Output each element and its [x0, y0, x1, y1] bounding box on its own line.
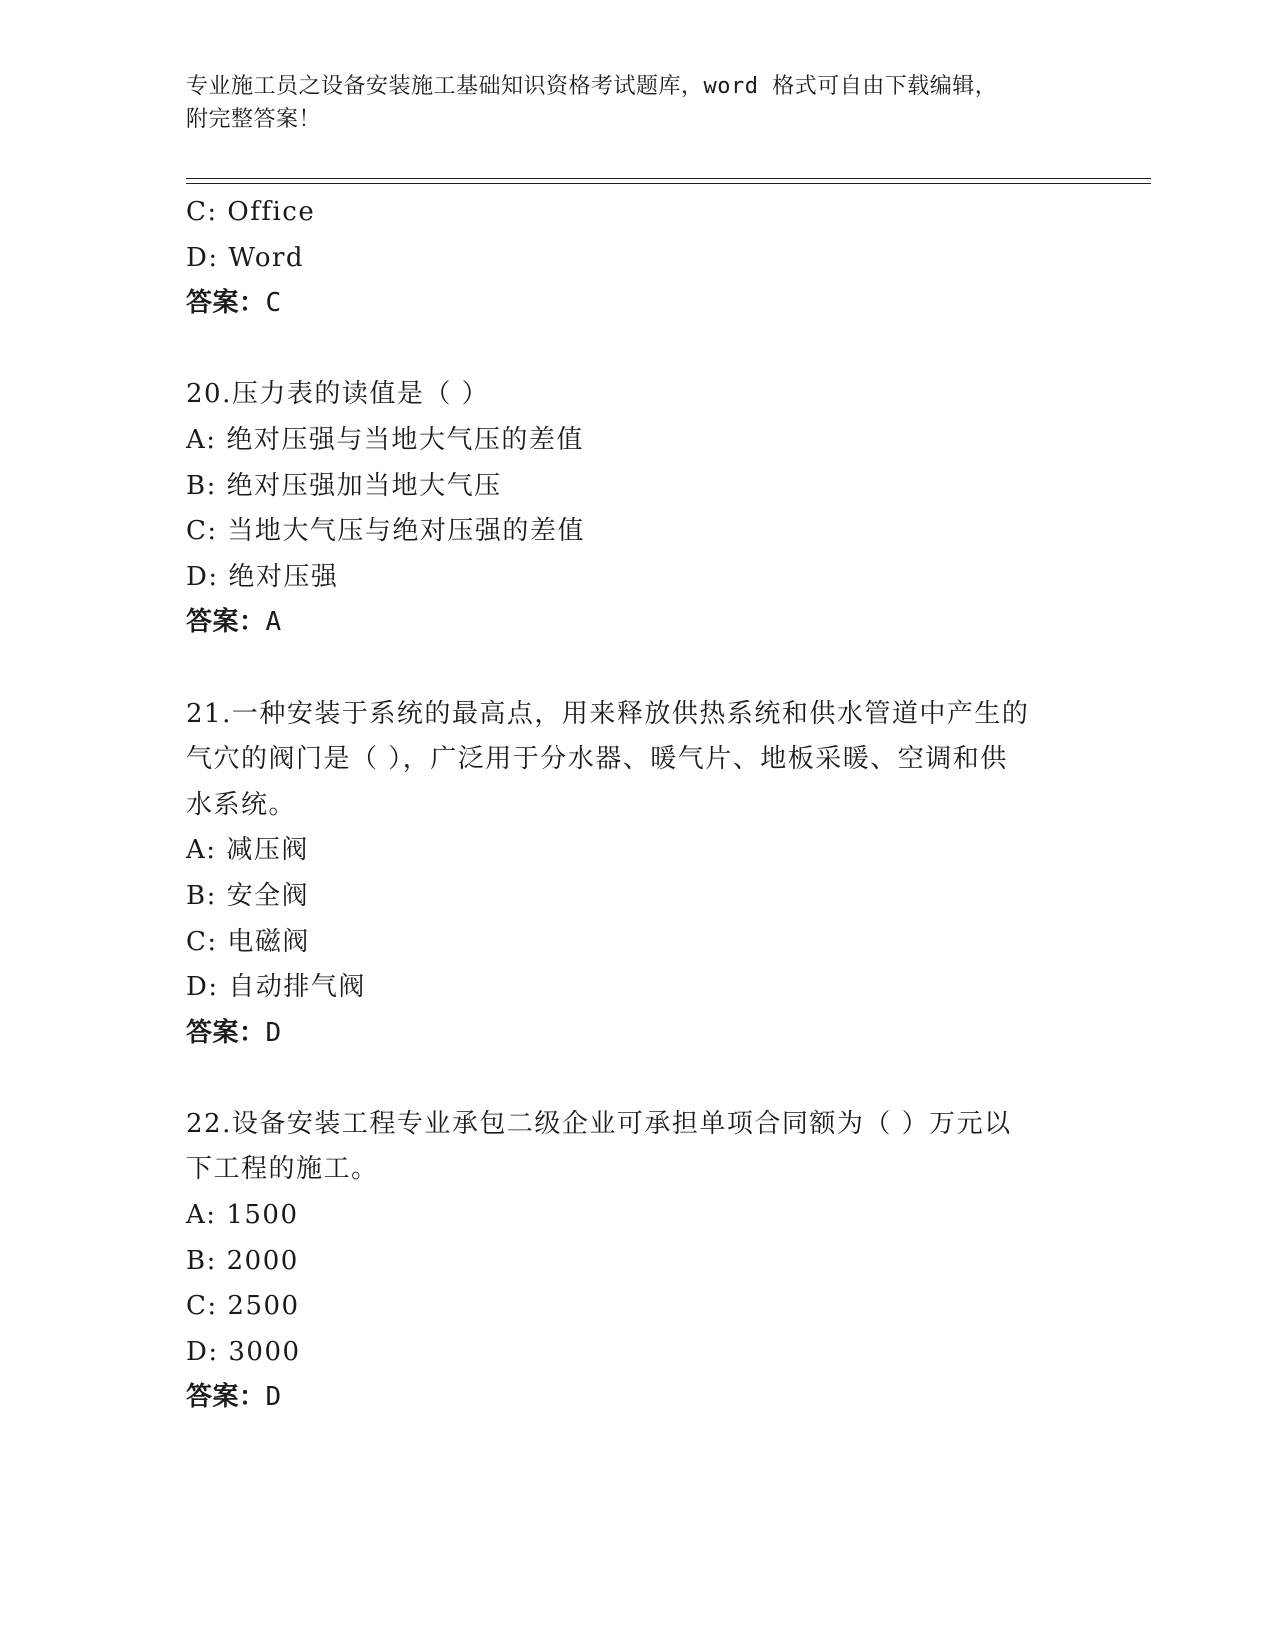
- option-d: [186, 555, 1086, 601]
- question-21: [186, 692, 1086, 1057]
- option-c: [186, 190, 1086, 236]
- option-b: [186, 874, 1086, 920]
- option-text: 减压阀: [226, 835, 309, 866]
- answer-label: 答案：: [186, 607, 266, 638]
- answer: [186, 1011, 1086, 1057]
- option-label: C:: [186, 197, 218, 227]
- spacer: [186, 646, 1086, 692]
- option-b: [186, 1239, 1086, 1285]
- option-text: 3000: [228, 1336, 301, 1367]
- option-label: D:: [186, 242, 219, 273]
- option-text: 2500: [227, 1291, 300, 1322]
- option-label: A:: [186, 835, 217, 866]
- option-text: 电磁阀: [227, 926, 310, 957]
- option-text: Word: [228, 242, 305, 273]
- option-b: [186, 464, 1086, 510]
- option-text: 绝对压强: [228, 561, 339, 592]
- option-label: B:: [186, 880, 217, 911]
- answer: [186, 281, 1086, 327]
- option-c: [186, 920, 1086, 966]
- option-label: D:: [186, 972, 219, 1003]
- question-stem: 20.压力表的读值是（ ）: [186, 379, 490, 410]
- option-label: A:: [186, 1200, 217, 1231]
- option-text: 1500: [226, 1200, 299, 1231]
- question-stem-line-1: 21.一种安装于系统的最高点，用来释放供热系统和供水管道中产生的: [186, 698, 1030, 729]
- question-content: [186, 190, 1086, 1421]
- option-c: [186, 1284, 1086, 1330]
- option-label: C:: [186, 516, 218, 547]
- answer-label: 答案：: [186, 1382, 266, 1413]
- answer-label: 答案：: [186, 288, 266, 319]
- option-label: C:: [186, 1291, 218, 1322]
- option-text: 绝对压强加当地大气压: [226, 470, 502, 501]
- question-20: [186, 372, 1086, 646]
- option-label: B:: [186, 470, 217, 501]
- option-label: B:: [186, 1245, 217, 1276]
- answer-value: A: [265, 607, 282, 638]
- option-label: D:: [186, 1336, 219, 1367]
- option-d: [186, 965, 1086, 1011]
- prev-question: [186, 190, 1086, 327]
- option-text: Office: [227, 197, 316, 227]
- question-stem-line-3: 水系统。: [186, 789, 297, 820]
- option-a: [186, 418, 1086, 464]
- answer-value: D: [265, 1382, 282, 1413]
- question-stem-line-1: 22.设备安装工程专业承包二级企业可承担单项合同额为（ ）万元以: [186, 1108, 1012, 1139]
- option-label: D:: [186, 561, 219, 592]
- header-divider-top: [186, 178, 1151, 179]
- header-line-1: 专业施工员之设备安装施工基础知识资格考试题库，word 格式可自由下载编辑，: [186, 74, 998, 99]
- question-22: [186, 1102, 1086, 1421]
- option-text: 绝对压强与当地大气压的差值: [226, 424, 584, 455]
- spacer: [186, 1056, 1086, 1102]
- answer-label: 答案：: [186, 1017, 266, 1048]
- answer-value: C: [265, 288, 282, 319]
- answer: [186, 1375, 1086, 1421]
- option-label: A:: [186, 424, 217, 455]
- answer-value: D: [265, 1017, 282, 1048]
- answer: [186, 600, 1086, 646]
- header-divider-bottom: [186, 183, 1151, 184]
- question-stem-line-2: 下工程的施工。: [186, 1154, 379, 1185]
- option-a: [186, 828, 1086, 874]
- option-label: C:: [186, 926, 218, 957]
- option-d: [186, 1330, 1086, 1376]
- option-d: [186, 236, 1086, 282]
- option-text: 当地大气压与绝对压强的差值: [227, 516, 585, 547]
- option-text: 自动排气阀: [228, 972, 366, 1003]
- document-header: [186, 70, 1086, 136]
- question-stem-line-2: 气穴的阀门是（ ），广泛用于分水器、暖气片、地板采暖、空调和供: [186, 744, 1008, 775]
- spacer: [186, 327, 1086, 373]
- header-line-2: 附完整答案！: [186, 107, 322, 132]
- option-a: [186, 1193, 1086, 1239]
- option-text: 2000: [226, 1245, 299, 1276]
- option-c: [186, 509, 1086, 555]
- option-text: 安全阀: [226, 880, 310, 911]
